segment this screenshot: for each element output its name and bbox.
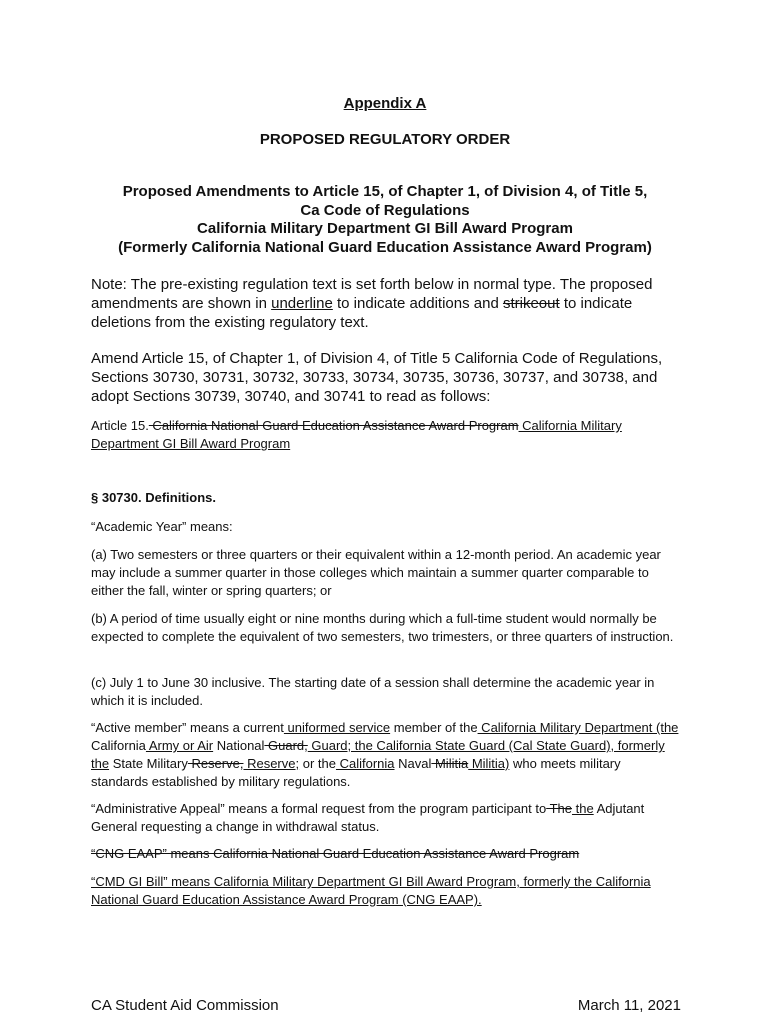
- note-underline-word: underline: [271, 295, 333, 312]
- added-text: California Military Department (the: [477, 720, 679, 735]
- article-text: Article 15.: [91, 418, 149, 433]
- text: “Administrative Appeal” means a formal request from the program participant to: [91, 801, 547, 816]
- paragraph-a: (a) Two semesters or three quarters or their equivalent within a 12-month period. An academic year may include a summer quarter in those colleges which maintain a summer quarter comparable to either the fall, winter or spring quarters; or: [91, 547, 661, 598]
- text: State Military: [109, 756, 188, 771]
- subtitle-line: California Military Department GI Bill Award Program: [197, 220, 573, 237]
- amend-paragraph: Amend Article 15, of Chapter 1, of Division 4, of Title 5 California Code of Regulations, Sections 30730, 30731, 30732, 30733, 30734, 30735, 30736, 30737, and 30738, and adopt Sections 30739, 30740, and 30741 to read as follows:: [91, 350, 663, 405]
- subtitle-line: Ca Code of Regulations: [300, 201, 470, 219]
- added-text: Reserve;: [243, 756, 300, 771]
- paragraph-b: (b) A period of time usually eight or nine months during which a full-time student would normally be expected to complete the equivalent of two semesters, two trimesters, or three quarters of instruction.: [91, 611, 674, 644]
- added-text: Militia): [468, 756, 510, 771]
- order-title: PROPOSED REGULATORY ORDER: [259, 131, 511, 148]
- text: Adjutant General requesting a change in withdrawal status.: [91, 801, 645, 834]
- text: Naval: [394, 756, 432, 771]
- paragraph-c: (c) July 1 to June 30 inclusive. The starting date of a session shall determine the academic year in which it is included.: [91, 675, 655, 708]
- footer-date: March 11, 2021: [577, 997, 681, 1014]
- footer-organization: CA Student Aid Commission: [91, 997, 279, 1014]
- text: member of the: [390, 720, 478, 735]
- deleted-text: Guard,: [264, 738, 308, 753]
- note-paragraph: [91, 275, 666, 332]
- article-heading: [91, 417, 681, 453]
- article-deleted-title: California National Guard Education Assistance Award Program: [148, 418, 519, 433]
- active-member-definition: [91, 719, 679, 791]
- appendix-title: Appendix A: [343, 95, 427, 112]
- deleted-text: Militia: [431, 756, 469, 771]
- added-text: the: [571, 801, 594, 816]
- administrative-appeal-definition: [91, 800, 651, 836]
- note-text: to indicate additions and: [332, 295, 503, 312]
- note-text: to indicate deletions from the existing regulatory text.: [91, 295, 633, 331]
- deleted-text: Reserve,: [187, 756, 244, 771]
- added-text: Guard; the California State Guard (Cal State Guard), formerly the: [91, 738, 665, 771]
- cmd-gi-bill-added-definition: “CMD GI Bill” means California Military Department GI Bill Award Program, formerly the California National Guard Education Assistance Award Program (CNG EAAP).: [91, 874, 651, 907]
- added-text: uniformed service: [283, 720, 391, 735]
- text: National: [213, 738, 265, 753]
- subtitle-line: Proposed Amendments to Article 15, of Chapter 1, of Division 4, of Title 5,: [122, 183, 648, 200]
- added-text: California: [335, 756, 395, 771]
- subtitle-line: (Formerly California National Guard Education Assistance Award Program): [118, 238, 652, 256]
- cng-eaap-deleted-definition: “CNG EAAP” means California National Guard Education Assistance Award Program: [91, 846, 580, 861]
- note-strikeout-word: strikeout: [502, 295, 560, 312]
- text: California: [91, 738, 146, 753]
- text: “Active member” means a current: [91, 720, 284, 735]
- added-text: Army or Air: [145, 738, 214, 753]
- deleted-text: The: [546, 801, 572, 816]
- section-heading: § 30730. Definitions.: [91, 490, 216, 505]
- text: or the: [299, 756, 336, 771]
- note-text: Note: The pre-existing regulation text is set forth below in normal type. The proposed amendments are shown in: [91, 276, 653, 312]
- article-new-title: California Military Department GI Bill Award Program: [91, 418, 622, 451]
- text: who meets military standards established by military regulations.: [91, 756, 621, 789]
- subtitle-block: [0, 183, 770, 257]
- academic-year-definition: “Academic Year” means:: [91, 519, 233, 534]
